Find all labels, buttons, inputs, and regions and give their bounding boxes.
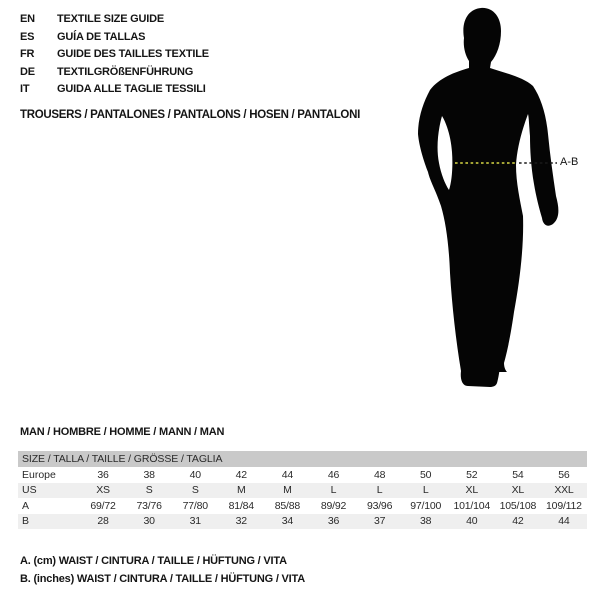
size-cell: L bbox=[376, 484, 383, 497]
size-cell: 54 bbox=[512, 468, 524, 481]
size-cell: 40 bbox=[189, 468, 201, 481]
size-cell: 48 bbox=[373, 468, 386, 481]
size-cell: XS bbox=[96, 484, 110, 497]
size-cell: L bbox=[422, 484, 429, 497]
row-label: US bbox=[22, 484, 37, 497]
language-label: TEXTILE SIZE GUIDE bbox=[57, 13, 165, 25]
size-table bbox=[18, 451, 587, 529]
note-b-inches: B. (inches) WAIST / CINTURA / TAILLE / HÜFTUNG / VITA bbox=[20, 573, 305, 585]
row-label: Europe bbox=[22, 468, 56, 481]
size-cell: 109/112 bbox=[546, 499, 582, 512]
size-cell: 36 bbox=[327, 515, 340, 528]
size-cell: 44 bbox=[281, 468, 294, 481]
size-cell: M bbox=[283, 484, 292, 497]
size-cell: 97/100 bbox=[410, 499, 442, 512]
size-cell: 44 bbox=[558, 515, 570, 528]
size-cell: XXL bbox=[554, 484, 574, 497]
language-label: GUIDA ALLE TAGLIE TESSILI bbox=[57, 83, 206, 95]
size-cell: 50 bbox=[420, 468, 432, 481]
size-cell: 101/104 bbox=[453, 499, 491, 512]
size-cell: 42 bbox=[235, 468, 247, 481]
size-cell: 77/80 bbox=[182, 499, 208, 512]
size-cell: XL bbox=[511, 484, 525, 497]
size-cell: 81/84 bbox=[228, 499, 254, 512]
size-cell: L bbox=[330, 484, 337, 497]
table-row-a-cm bbox=[18, 498, 587, 514]
size-cell: 105/108 bbox=[499, 499, 537, 512]
size-cell: S bbox=[191, 484, 199, 497]
size-cell: 36 bbox=[97, 468, 109, 481]
row-label: B bbox=[22, 515, 30, 528]
size-cell: 37 bbox=[373, 515, 386, 528]
size-table-header: SIZE / TALLA / TAILLE / GRÖSSE / TAGLIA bbox=[18, 451, 587, 467]
size-cell: 30 bbox=[143, 515, 155, 528]
size-cell: 69/72 bbox=[90, 499, 116, 512]
language-label: GUIDE DES TAILLES TEXTILE bbox=[57, 48, 209, 60]
language-code: IT bbox=[20, 83, 30, 95]
size-cell: 40 bbox=[466, 515, 478, 528]
size-cell: 28 bbox=[97, 515, 109, 528]
size-cell: 93/96 bbox=[366, 499, 393, 512]
size-cell: M bbox=[237, 484, 246, 497]
size-cell: 46 bbox=[327, 468, 340, 481]
measure-label-ab: A-B bbox=[560, 156, 579, 168]
language-code: DE bbox=[20, 65, 35, 78]
language-code: ES bbox=[20, 30, 35, 43]
note-a-cm: A. (cm) WAIST / CINTURA / TAILLE / HÜFTUNG / VITA bbox=[20, 555, 287, 567]
language-code: FR bbox=[20, 48, 35, 60]
size-cell: 38 bbox=[420, 515, 432, 528]
section-title-man: MAN / HOMBRE / HOMME / MANN / MAN bbox=[20, 426, 225, 438]
size-cell: XL bbox=[465, 484, 478, 497]
size-cell: 56 bbox=[558, 468, 570, 481]
table-row-europe bbox=[18, 467, 587, 483]
size-cell: 73/76 bbox=[136, 499, 162, 512]
table-row-us bbox=[18, 483, 587, 499]
size-cell: 42 bbox=[512, 515, 524, 528]
measurement-notes bbox=[20, 552, 305, 588]
man-silhouette bbox=[418, 8, 558, 387]
size-cell: 32 bbox=[235, 515, 247, 528]
table-row-b-inches bbox=[18, 514, 587, 530]
language-label: TEXTILGRÖßENFÜHRUNG bbox=[57, 65, 194, 78]
size-cell: 52 bbox=[466, 468, 478, 481]
language-code: EN bbox=[20, 13, 35, 25]
garment-title: TROUSERS / PANTALONES / PANTALONS / HOSEN / PANTALONI bbox=[20, 109, 360, 121]
size-cell: 31 bbox=[189, 515, 201, 528]
size-cell: 34 bbox=[281, 515, 294, 528]
size-cell: 85/88 bbox=[274, 499, 301, 512]
language-label: GUÍA DE TALLAS bbox=[57, 30, 146, 43]
size-cell: S bbox=[145, 484, 153, 497]
left-arm-gap bbox=[438, 116, 453, 190]
size-cell: 89/92 bbox=[320, 499, 347, 512]
size-cell: 38 bbox=[143, 468, 155, 481]
row-label: A bbox=[22, 499, 30, 512]
language-list bbox=[20, 13, 209, 96]
